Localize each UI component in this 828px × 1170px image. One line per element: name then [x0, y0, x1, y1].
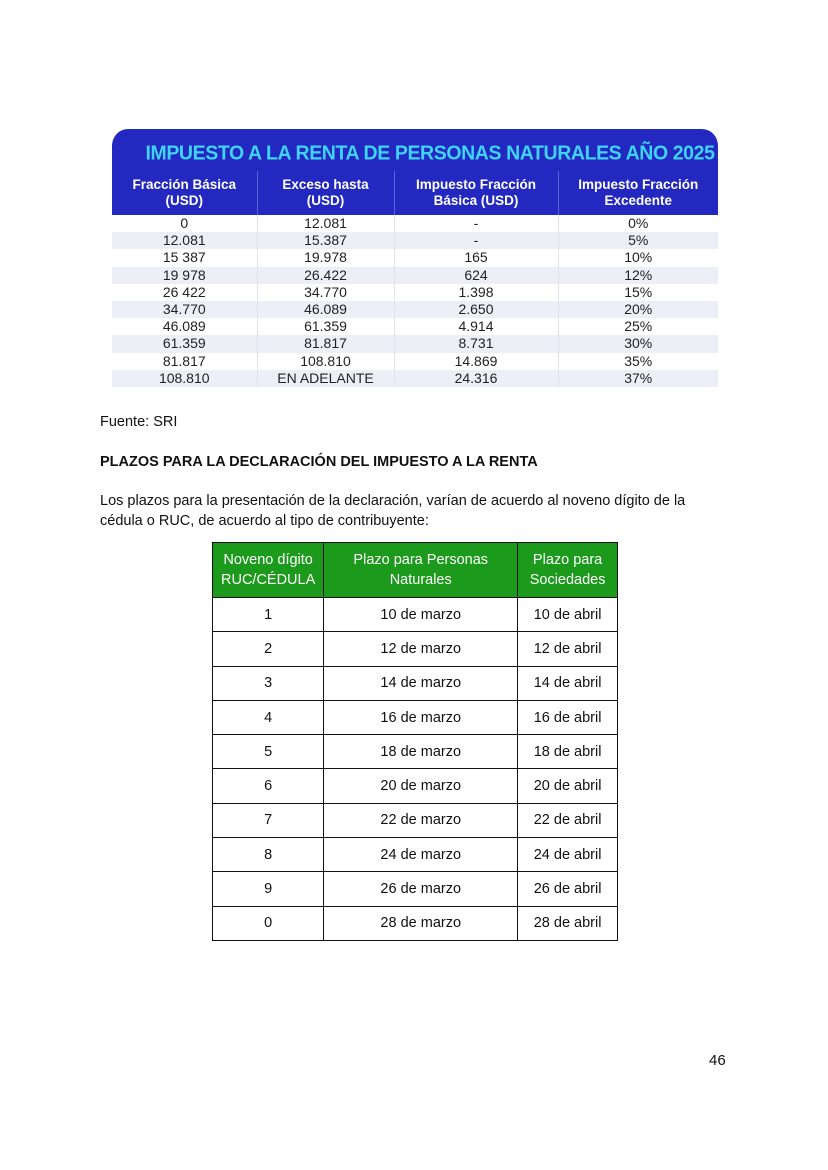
income-tax-table-image [112, 130, 718, 387]
table-row [112, 353, 718, 370]
table-cell: EN ADELANTE [257, 370, 394, 387]
table-cell: 61.359 [257, 318, 394, 335]
table-row [112, 284, 718, 301]
table-cell: 14 de abril [518, 666, 618, 700]
table-cell: 26.422 [257, 267, 394, 284]
table-cell: 5 [213, 735, 324, 769]
table-cell: 165 [394, 249, 558, 266]
table-row [213, 872, 618, 906]
table-cell: 12.081 [257, 215, 394, 232]
paragraph-line: Los plazos para la presentación de la declaración, varían de acuerdo al noveno dígito de la [100, 493, 686, 509]
table-cell: 14.869 [394, 353, 558, 370]
table-cell: 35% [558, 353, 718, 370]
table-row [112, 335, 718, 352]
column-header: Fracción Básica (USD) [112, 170, 257, 215]
table-cell: 28 de marzo [324, 906, 518, 940]
table-cell: 0% [558, 215, 718, 232]
table-cell: 16 de abril [518, 700, 618, 734]
table-cell: 28 de abril [518, 906, 618, 940]
column-header: Exceso hasta (USD) [257, 170, 394, 215]
tax-table-title: IMPUESTO A LA RENTA DE PERSONAS NATURALES AÑO 2025 [112, 129, 718, 171]
table-cell: 4.914 [394, 318, 558, 335]
table-row [213, 735, 618, 769]
table-row [213, 700, 618, 734]
column-header: Impuesto Fracción Excedente [558, 170, 718, 215]
table-row [213, 838, 618, 872]
section-heading: PLAZOS PARA LA DECLARACIÓN DEL IMPUESTO A LA RENTA [100, 454, 538, 470]
table-cell: 2.650 [394, 301, 558, 318]
source-note: Fuente: SRI [100, 414, 178, 430]
table-row [213, 803, 618, 837]
table-cell: 24 de abril [518, 838, 618, 872]
table-cell: - [394, 232, 558, 249]
table-cell: - [394, 215, 558, 232]
table-cell: 5% [558, 232, 718, 249]
table-cell: 10% [558, 249, 718, 266]
table-cell: 1 [213, 598, 324, 632]
table-row [112, 232, 718, 249]
column-header: Noveno dígito RUC/CÉDULA [213, 543, 324, 598]
table-row [213, 906, 618, 940]
table-cell: 46.089 [162, 318, 206, 335]
table-cell: 8 [213, 838, 324, 872]
table-cell: 108.810 [112, 370, 257, 387]
table-cell: 34.770 [257, 284, 394, 301]
table-cell: 108.810 [257, 353, 394, 370]
column-header: Plazo para Sociedades [518, 543, 618, 598]
table-cell: 19.978 [257, 249, 394, 266]
page-number: 46 [709, 1052, 726, 1069]
table-cell: 10 de abril [518, 598, 618, 632]
table-cell: 16 de marzo [324, 700, 518, 734]
table-cell: 18 de marzo [324, 735, 518, 769]
table-row [112, 318, 718, 335]
table-cell: 22 de abril [518, 803, 618, 837]
table-cell: 10 de marzo [324, 598, 518, 632]
table-row [112, 215, 718, 232]
table-cell: 26 422 [162, 283, 206, 300]
table-row [112, 249, 718, 266]
tax-table [112, 170, 718, 387]
table-cell: 24.316 [394, 370, 558, 387]
table-cell: 46.089 [257, 301, 394, 318]
table-cell: 12 de marzo [324, 632, 518, 666]
column-header: Plazo para Personas Naturales [324, 543, 518, 598]
table-row [213, 666, 618, 700]
column-header: Impuesto Fracción Básica (USD) [394, 170, 558, 215]
table-cell: 0 [213, 906, 324, 940]
table-cell: 22 de marzo [324, 803, 518, 837]
table-cell: 15% [558, 284, 718, 301]
table-cell: 12.081 [112, 232, 257, 249]
table-cell: 14 de marzo [324, 666, 518, 700]
table-cell: 26 de abril [518, 872, 618, 906]
table-row [112, 301, 718, 318]
table-cell: 4 [213, 700, 324, 734]
table-row [213, 598, 618, 632]
table-cell: 20 de marzo [324, 769, 518, 803]
table-cell: 18 de abril [518, 735, 618, 769]
table-cell: 3 [213, 666, 324, 700]
table-cell: 81.817 [162, 352, 206, 369]
table-cell: 1.398 [394, 284, 558, 301]
table-cell: 624 [394, 267, 558, 284]
table-cell: 19 978 [112, 267, 257, 284]
table-cell: 12 de abril [518, 632, 618, 666]
paragraph-line: cédula o RUC, de acuerdo al tipo de contribuyente: [100, 513, 429, 529]
table-cell: 7 [213, 803, 324, 837]
table-cell: 24 de marzo [324, 838, 518, 872]
table-cell: 15.387 [257, 232, 394, 249]
table-cell: 0 [180, 215, 189, 232]
table-cell: 9 [213, 872, 324, 906]
table-cell: 2 [213, 632, 324, 666]
table-row [213, 769, 618, 803]
table-cell: 8.731 [394, 335, 558, 352]
table-cell: 15 387 [162, 249, 206, 266]
table-cell: 37% [558, 370, 718, 387]
table-row [112, 267, 718, 284]
table-cell: 34.770 [112, 301, 257, 318]
table-cell: 20 de abril [518, 769, 618, 803]
table-cell: 26 de marzo [324, 872, 518, 906]
table-cell: 6 [213, 769, 324, 803]
deadline-table [212, 542, 618, 941]
table-cell: 30% [558, 335, 718, 352]
table-cell: 20% [558, 301, 718, 318]
table-cell: 12% [558, 267, 718, 284]
table-cell: 81.817 [257, 335, 394, 352]
table-cell: 25% [558, 318, 718, 335]
table-row [112, 370, 718, 387]
table-cell: 61.359 [112, 335, 257, 352]
table-row [213, 632, 618, 666]
